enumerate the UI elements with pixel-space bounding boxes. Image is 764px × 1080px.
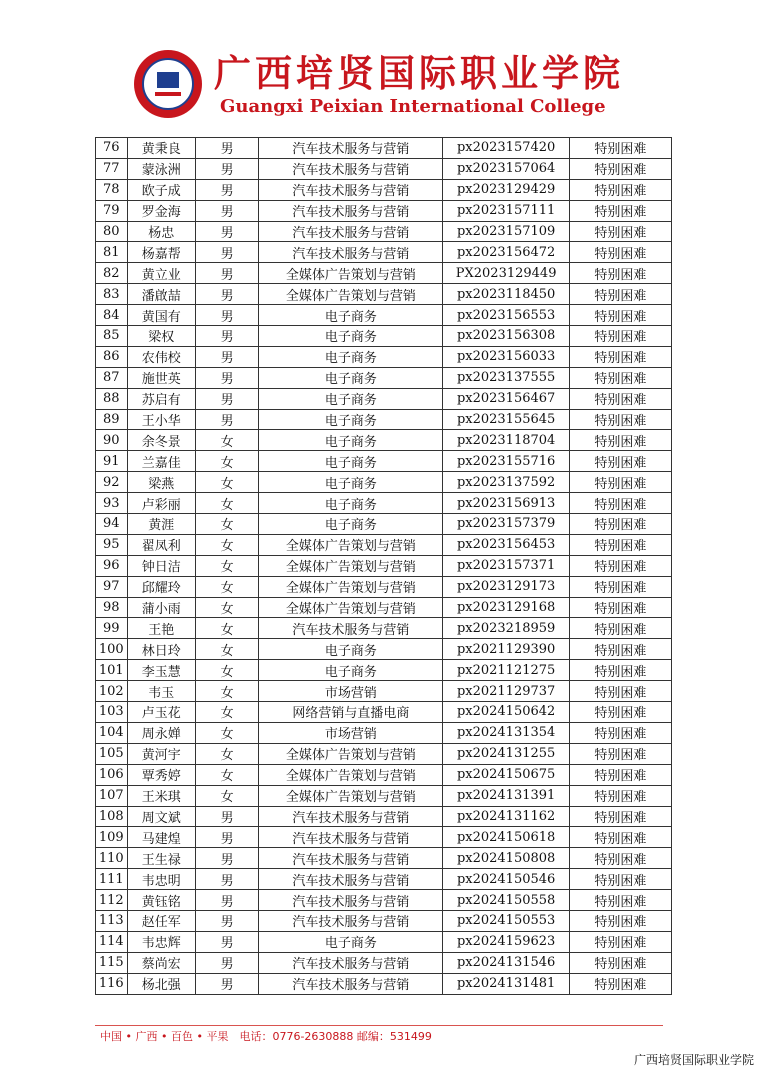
table-row — [96, 827, 672, 848]
table-row — [96, 138, 672, 159]
student-name-cell: 韦忠辉 — [127, 931, 195, 952]
student-id-cell: px2021129390 — [443, 639, 569, 660]
major-cell: 网络营销与直播电商 — [259, 702, 443, 723]
major-cell: 汽车技术服务与营销 — [259, 890, 443, 911]
table-row — [96, 305, 672, 326]
major-cell: 汽车技术服务与营销 — [259, 848, 443, 869]
difficulty-level-cell: 特别困难 — [569, 576, 671, 597]
major-cell: 汽车技术服务与营销 — [259, 618, 443, 639]
table-row — [96, 973, 672, 994]
college-seal-icon — [134, 50, 202, 118]
footer-divider — [95, 1025, 663, 1026]
row-number-cell: 76 — [96, 138, 128, 159]
table-row — [96, 200, 672, 221]
difficulty-level-cell: 特别困难 — [569, 409, 671, 430]
gender-cell: 女 — [196, 576, 259, 597]
major-cell: 汽车技术服务与营销 — [259, 827, 443, 848]
table-row — [96, 764, 672, 785]
major-cell: 汽车技术服务与营销 — [259, 910, 443, 931]
gender-cell: 女 — [196, 514, 259, 535]
student-id-cell: px2023156308 — [443, 326, 569, 347]
student-id-cell: px2024150808 — [443, 848, 569, 869]
table-row — [96, 221, 672, 242]
difficulty-level-cell: 特别困难 — [569, 827, 671, 848]
table-row — [96, 430, 672, 451]
difficulty-level-cell: 特别困难 — [569, 555, 671, 576]
major-cell: 全媒体广告策划与营销 — [259, 743, 443, 764]
gender-cell: 男 — [196, 179, 259, 200]
difficulty-level-cell: 特别困难 — [569, 346, 671, 367]
difficulty-level-cell: 特别困难 — [569, 534, 671, 555]
table-row — [96, 534, 672, 555]
student-id-cell: px2023129168 — [443, 597, 569, 618]
row-number-cell: 83 — [96, 284, 128, 305]
student-name-cell: 周永婵 — [127, 722, 195, 743]
student-name-cell: 黄河宇 — [127, 743, 195, 764]
difficulty-level-cell: 特别困难 — [569, 806, 671, 827]
major-cell: 全媒体广告策划与营销 — [259, 576, 443, 597]
gender-cell: 女 — [196, 785, 259, 806]
student-id-cell: px2024150642 — [443, 702, 569, 723]
student-id-cell: px2024150675 — [443, 764, 569, 785]
row-number-cell: 82 — [96, 263, 128, 284]
difficulty-level-cell: 特别困难 — [569, 639, 671, 660]
student-id-cell: px2023118704 — [443, 430, 569, 451]
student-name-cell: 黄国有 — [127, 305, 195, 326]
student-id-cell: px2023157111 — [443, 200, 569, 221]
student-name-cell: 梁燕 — [127, 472, 195, 493]
table-row — [96, 346, 672, 367]
student-id-cell: px2024131546 — [443, 952, 569, 973]
gender-cell: 女 — [196, 451, 259, 472]
gender-cell: 男 — [196, 284, 259, 305]
student-name-cell: 韦忠明 — [127, 869, 195, 890]
table-row — [96, 493, 672, 514]
major-cell: 全媒体广告策划与营销 — [259, 263, 443, 284]
gender-cell: 男 — [196, 138, 259, 159]
gender-cell: 女 — [196, 764, 259, 785]
difficulty-level-cell: 特别困难 — [569, 430, 671, 451]
student-id-cell: px2023157064 — [443, 158, 569, 179]
difficulty-level-cell: 特别困难 — [569, 931, 671, 952]
major-cell: 全媒体广告策划与营销 — [259, 785, 443, 806]
row-number-cell: 81 — [96, 242, 128, 263]
gender-cell: 女 — [196, 681, 259, 702]
book-icon — [157, 72, 179, 88]
table-row — [96, 576, 672, 597]
table-row — [96, 681, 672, 702]
footer-college-name: 广西培贤国际职业学院 — [633, 1053, 754, 1067]
gender-cell: 男 — [196, 973, 259, 994]
student-id-cell: px2023157109 — [443, 221, 569, 242]
difficulty-level-cell: 特别困难 — [569, 743, 671, 764]
difficulty-level-cell: 特别困难 — [569, 890, 671, 911]
student-id-cell: px2023155716 — [443, 451, 569, 472]
difficulty-level-cell: 特别困难 — [569, 848, 671, 869]
student-id-cell: px2024150618 — [443, 827, 569, 848]
major-cell: 全媒体广告策划与营销 — [259, 597, 443, 618]
difficulty-level-cell: 特别困难 — [569, 764, 671, 785]
student-id-cell: px2023156467 — [443, 388, 569, 409]
student-name-cell: 梁权 — [127, 326, 195, 347]
table-row — [96, 451, 672, 472]
row-number-cell: 87 — [96, 367, 128, 388]
student-id-cell: px2023129429 — [443, 179, 569, 200]
student-name-cell: 黄秉良 — [127, 138, 195, 159]
student-id-cell: px2023156453 — [443, 534, 569, 555]
row-number-cell: 111 — [96, 869, 128, 890]
difficulty-level-cell: 特别困难 — [569, 472, 671, 493]
gender-cell: 男 — [196, 827, 259, 848]
student-name-cell: 杨北强 — [127, 973, 195, 994]
row-number-cell: 101 — [96, 660, 128, 681]
table-row — [96, 952, 672, 973]
student-name-cell: 杨嘉帮 — [127, 242, 195, 263]
row-number-cell: 108 — [96, 806, 128, 827]
gender-cell: 男 — [196, 910, 259, 931]
student-name-cell: 王小华 — [127, 409, 195, 430]
row-number-cell: 107 — [96, 785, 128, 806]
row-number-cell: 94 — [96, 514, 128, 535]
table-row — [96, 326, 672, 347]
student-id-cell: PX2023129449 — [443, 263, 569, 284]
student-name-cell: 覃秀婷 — [127, 764, 195, 785]
student-name-cell: 韦玉 — [127, 681, 195, 702]
major-cell: 电子商务 — [259, 493, 443, 514]
major-cell: 电子商务 — [259, 409, 443, 430]
row-number-cell: 106 — [96, 764, 128, 785]
table-row — [96, 702, 672, 723]
difficulty-level-cell: 特别困难 — [569, 200, 671, 221]
student-id-cell: px2023155645 — [443, 409, 569, 430]
student-id-cell: px2023156033 — [443, 346, 569, 367]
student-name-cell: 王米琪 — [127, 785, 195, 806]
row-number-cell: 77 — [96, 158, 128, 179]
table-row — [96, 367, 672, 388]
table-row — [96, 660, 672, 681]
major-cell: 全媒体广告策划与营销 — [259, 555, 443, 576]
difficulty-level-cell: 特别困难 — [569, 514, 671, 535]
gender-cell: 女 — [196, 534, 259, 555]
seal-ring — [142, 58, 194, 110]
student-name-cell: 赵任军 — [127, 910, 195, 931]
student-id-cell: px2023218959 — [443, 618, 569, 639]
gender-cell: 男 — [196, 848, 259, 869]
gender-cell: 男 — [196, 263, 259, 284]
gender-cell: 男 — [196, 890, 259, 911]
student-name-cell: 卢彩丽 — [127, 493, 195, 514]
footer-contact-info: 中国 • 广西 • 百色 • 平果 电话：0776-2630888 邮编：531499 — [100, 1030, 432, 1043]
table-row — [96, 722, 672, 743]
row-number-cell: 95 — [96, 534, 128, 555]
major-cell: 市场营销 — [259, 722, 443, 743]
difficulty-level-cell: 特别困难 — [569, 681, 671, 702]
row-number-cell: 91 — [96, 451, 128, 472]
table-row — [96, 743, 672, 764]
gender-cell: 女 — [196, 555, 259, 576]
student-name-cell: 罗金海 — [127, 200, 195, 221]
major-cell: 汽车技术服务与营销 — [259, 138, 443, 159]
student-name-cell: 潘啟喆 — [127, 284, 195, 305]
gender-cell: 男 — [196, 346, 259, 367]
gender-cell: 女 — [196, 618, 259, 639]
student-name-cell: 钟日洁 — [127, 555, 195, 576]
student-name-cell: 马建煌 — [127, 827, 195, 848]
gender-cell: 男 — [196, 158, 259, 179]
difficulty-level-cell: 特别困难 — [569, 493, 671, 514]
student-name-cell: 余冬景 — [127, 430, 195, 451]
student-name-cell: 黄立业 — [127, 263, 195, 284]
row-number-cell: 103 — [96, 702, 128, 723]
row-number-cell: 110 — [96, 848, 128, 869]
gender-cell: 男 — [196, 388, 259, 409]
student-id-cell: px2023156913 — [443, 493, 569, 514]
table-row — [96, 388, 672, 409]
major-cell: 汽车技术服务与营销 — [259, 952, 443, 973]
major-cell: 全媒体广告策划与营销 — [259, 764, 443, 785]
major-cell: 电子商务 — [259, 639, 443, 660]
major-cell: 电子商务 — [259, 514, 443, 535]
row-number-cell: 79 — [96, 200, 128, 221]
table-row — [96, 910, 672, 931]
difficulty-level-cell: 特别困难 — [569, 284, 671, 305]
table-row — [96, 472, 672, 493]
gender-cell: 女 — [196, 472, 259, 493]
difficulty-level-cell: 特别困难 — [569, 221, 671, 242]
major-cell: 电子商务 — [259, 346, 443, 367]
row-number-cell: 88 — [96, 388, 128, 409]
student-name-cell: 黄涯 — [127, 514, 195, 535]
major-cell: 汽车技术服务与营销 — [259, 221, 443, 242]
gender-cell: 女 — [196, 493, 259, 514]
student-id-cell: px2023157371 — [443, 555, 569, 576]
table-row — [96, 409, 672, 430]
gender-cell: 女 — [196, 660, 259, 681]
difficulty-level-cell: 特别困难 — [569, 158, 671, 179]
table-row — [96, 514, 672, 535]
row-number-cell: 99 — [96, 618, 128, 639]
row-number-cell: 96 — [96, 555, 128, 576]
gender-cell: 女 — [196, 702, 259, 723]
gender-cell: 女 — [196, 743, 259, 764]
difficulty-level-cell: 特别困难 — [569, 973, 671, 994]
student-name-cell: 王艳 — [127, 618, 195, 639]
difficulty-level-cell: 特别困难 — [569, 367, 671, 388]
major-cell: 电子商务 — [259, 305, 443, 326]
student-name-cell: 黄钰铭 — [127, 890, 195, 911]
major-cell: 汽车技术服务与营销 — [259, 869, 443, 890]
difficulty-level-cell: 特别困难 — [569, 263, 671, 284]
difficulty-level-cell: 特别困难 — [569, 451, 671, 472]
student-id-cell: px2023156553 — [443, 305, 569, 326]
difficulty-level-cell: 特别困难 — [569, 597, 671, 618]
row-number-cell: 89 — [96, 409, 128, 430]
roster-body — [96, 138, 672, 995]
student-id-cell: px2024150546 — [443, 869, 569, 890]
difficulty-level-cell: 特别困难 — [569, 242, 671, 263]
student-name-cell: 林日玲 — [127, 639, 195, 660]
gender-cell: 男 — [196, 326, 259, 347]
student-id-cell: px2023156472 — [443, 242, 569, 263]
table-row — [96, 555, 672, 576]
major-cell: 电子商务 — [259, 451, 443, 472]
major-cell: 汽车技术服务与营销 — [259, 242, 443, 263]
student-id-cell: px2024131162 — [443, 806, 569, 827]
table-row — [96, 890, 672, 911]
major-cell: 电子商务 — [259, 931, 443, 952]
major-cell: 电子商务 — [259, 388, 443, 409]
row-number-cell: 80 — [96, 221, 128, 242]
student-name-cell: 欧子成 — [127, 179, 195, 200]
major-cell: 汽车技术服务与营销 — [259, 158, 443, 179]
major-cell: 电子商务 — [259, 367, 443, 388]
table-row — [96, 263, 672, 284]
student-id-cell: px2024131481 — [443, 973, 569, 994]
difficulty-level-cell: 特别困难 — [569, 326, 671, 347]
gender-cell: 女 — [196, 430, 259, 451]
student-name-cell: 邱耀玲 — [127, 576, 195, 597]
student-id-cell: px2021129737 — [443, 681, 569, 702]
difficulty-level-cell: 特别困难 — [569, 722, 671, 743]
major-cell: 全媒体广告策划与营销 — [259, 284, 443, 305]
row-number-cell: 116 — [96, 973, 128, 994]
seal-base-bar — [155, 92, 181, 96]
row-number-cell: 93 — [96, 493, 128, 514]
difficulty-level-cell: 特别困难 — [569, 952, 671, 973]
row-number-cell: 113 — [96, 910, 128, 931]
table-row — [96, 597, 672, 618]
difficulty-level-cell: 特别困难 — [569, 660, 671, 681]
gender-cell: 男 — [196, 305, 259, 326]
difficulty-level-cell: 特别困难 — [569, 305, 671, 326]
student-id-cell: px2023118450 — [443, 284, 569, 305]
row-number-cell: 109 — [96, 827, 128, 848]
gender-cell: 男 — [196, 200, 259, 221]
student-id-cell: px2023157379 — [443, 514, 569, 535]
gender-cell: 男 — [196, 931, 259, 952]
major-cell: 汽车技术服务与营销 — [259, 806, 443, 827]
table-row — [96, 785, 672, 806]
gender-cell: 男 — [196, 806, 259, 827]
student-id-cell: px2024131391 — [443, 785, 569, 806]
student-id-cell: px2024131354 — [443, 722, 569, 743]
gender-cell: 女 — [196, 722, 259, 743]
student-name-cell: 卢玉花 — [127, 702, 195, 723]
table-row — [96, 618, 672, 639]
row-number-cell: 114 — [96, 931, 128, 952]
row-number-cell: 98 — [96, 597, 128, 618]
table-row — [96, 931, 672, 952]
student-id-cell: px2024150553 — [443, 910, 569, 931]
student-name-cell: 杨忠 — [127, 221, 195, 242]
table-row — [96, 284, 672, 305]
major-cell: 电子商务 — [259, 472, 443, 493]
major-cell: 电子商务 — [259, 326, 443, 347]
gender-cell: 女 — [196, 597, 259, 618]
difficulty-level-cell: 特别困难 — [569, 138, 671, 159]
student-id-cell: px2024131255 — [443, 743, 569, 764]
student-id-cell: px2024159623 — [443, 931, 569, 952]
gender-cell: 男 — [196, 952, 259, 973]
student-name-cell: 苏启有 — [127, 388, 195, 409]
row-number-cell: 100 — [96, 639, 128, 660]
letterhead — [0, 0, 764, 130]
row-number-cell: 104 — [96, 722, 128, 743]
gender-cell: 女 — [196, 639, 259, 660]
major-cell: 汽车技术服务与营销 — [259, 179, 443, 200]
difficulty-level-cell: 特别困难 — [569, 869, 671, 890]
row-number-cell: 86 — [96, 346, 128, 367]
student-name-cell: 王生禄 — [127, 848, 195, 869]
student-name-cell: 兰嘉佳 — [127, 451, 195, 472]
table-row — [96, 158, 672, 179]
student-name-cell: 李玉慧 — [127, 660, 195, 681]
difficulty-level-cell: 特别困难 — [569, 785, 671, 806]
row-number-cell: 102 — [96, 681, 128, 702]
difficulty-level-cell: 特别困难 — [569, 388, 671, 409]
row-number-cell: 92 — [96, 472, 128, 493]
major-cell: 市场营销 — [259, 681, 443, 702]
row-number-cell: 90 — [96, 430, 128, 451]
gender-cell: 男 — [196, 242, 259, 263]
college-name-chinese: 广西培贤国际职业学院 — [214, 52, 624, 95]
row-number-cell: 105 — [96, 743, 128, 764]
student-name-cell: 翟凤利 — [127, 534, 195, 555]
gender-cell: 男 — [196, 409, 259, 430]
row-number-cell: 115 — [96, 952, 128, 973]
student-name-cell: 蒲小雨 — [127, 597, 195, 618]
table-row — [96, 848, 672, 869]
row-number-cell: 84 — [96, 305, 128, 326]
table-row — [96, 639, 672, 660]
student-id-cell: px2021121275 — [443, 660, 569, 681]
gender-cell: 男 — [196, 221, 259, 242]
student-id-cell: px2023129173 — [443, 576, 569, 597]
major-cell: 全媒体广告策划与营销 — [259, 534, 443, 555]
gender-cell: 男 — [196, 367, 259, 388]
student-name-cell: 蒙泳洲 — [127, 158, 195, 179]
student-id-cell: px2023137555 — [443, 367, 569, 388]
student-roster-table — [95, 137, 672, 995]
major-cell: 汽车技术服务与营销 — [259, 200, 443, 221]
major-cell: 电子商务 — [259, 430, 443, 451]
table-row — [96, 242, 672, 263]
table-row — [96, 806, 672, 827]
table-row — [96, 869, 672, 890]
college-name-english: Guangxi Peixian International College — [220, 96, 606, 117]
difficulty-level-cell: 特别困难 — [569, 179, 671, 200]
student-id-cell: px2024150558 — [443, 890, 569, 911]
row-number-cell: 85 — [96, 326, 128, 347]
student-name-cell: 农伟校 — [127, 346, 195, 367]
major-cell: 汽车技术服务与营销 — [259, 973, 443, 994]
row-number-cell: 97 — [96, 576, 128, 597]
major-cell: 电子商务 — [259, 660, 443, 681]
student-id-cell: px2023157420 — [443, 138, 569, 159]
difficulty-level-cell: 特别困难 — [569, 618, 671, 639]
row-number-cell: 78 — [96, 179, 128, 200]
table-row — [96, 179, 672, 200]
difficulty-level-cell: 特别困难 — [569, 702, 671, 723]
difficulty-level-cell: 特别困难 — [569, 910, 671, 931]
gender-cell: 男 — [196, 869, 259, 890]
student-name-cell: 施世英 — [127, 367, 195, 388]
student-name-cell: 蔡尚宏 — [127, 952, 195, 973]
student-name-cell: 周文斌 — [127, 806, 195, 827]
row-number-cell: 112 — [96, 890, 128, 911]
student-id-cell: px2023137592 — [443, 472, 569, 493]
